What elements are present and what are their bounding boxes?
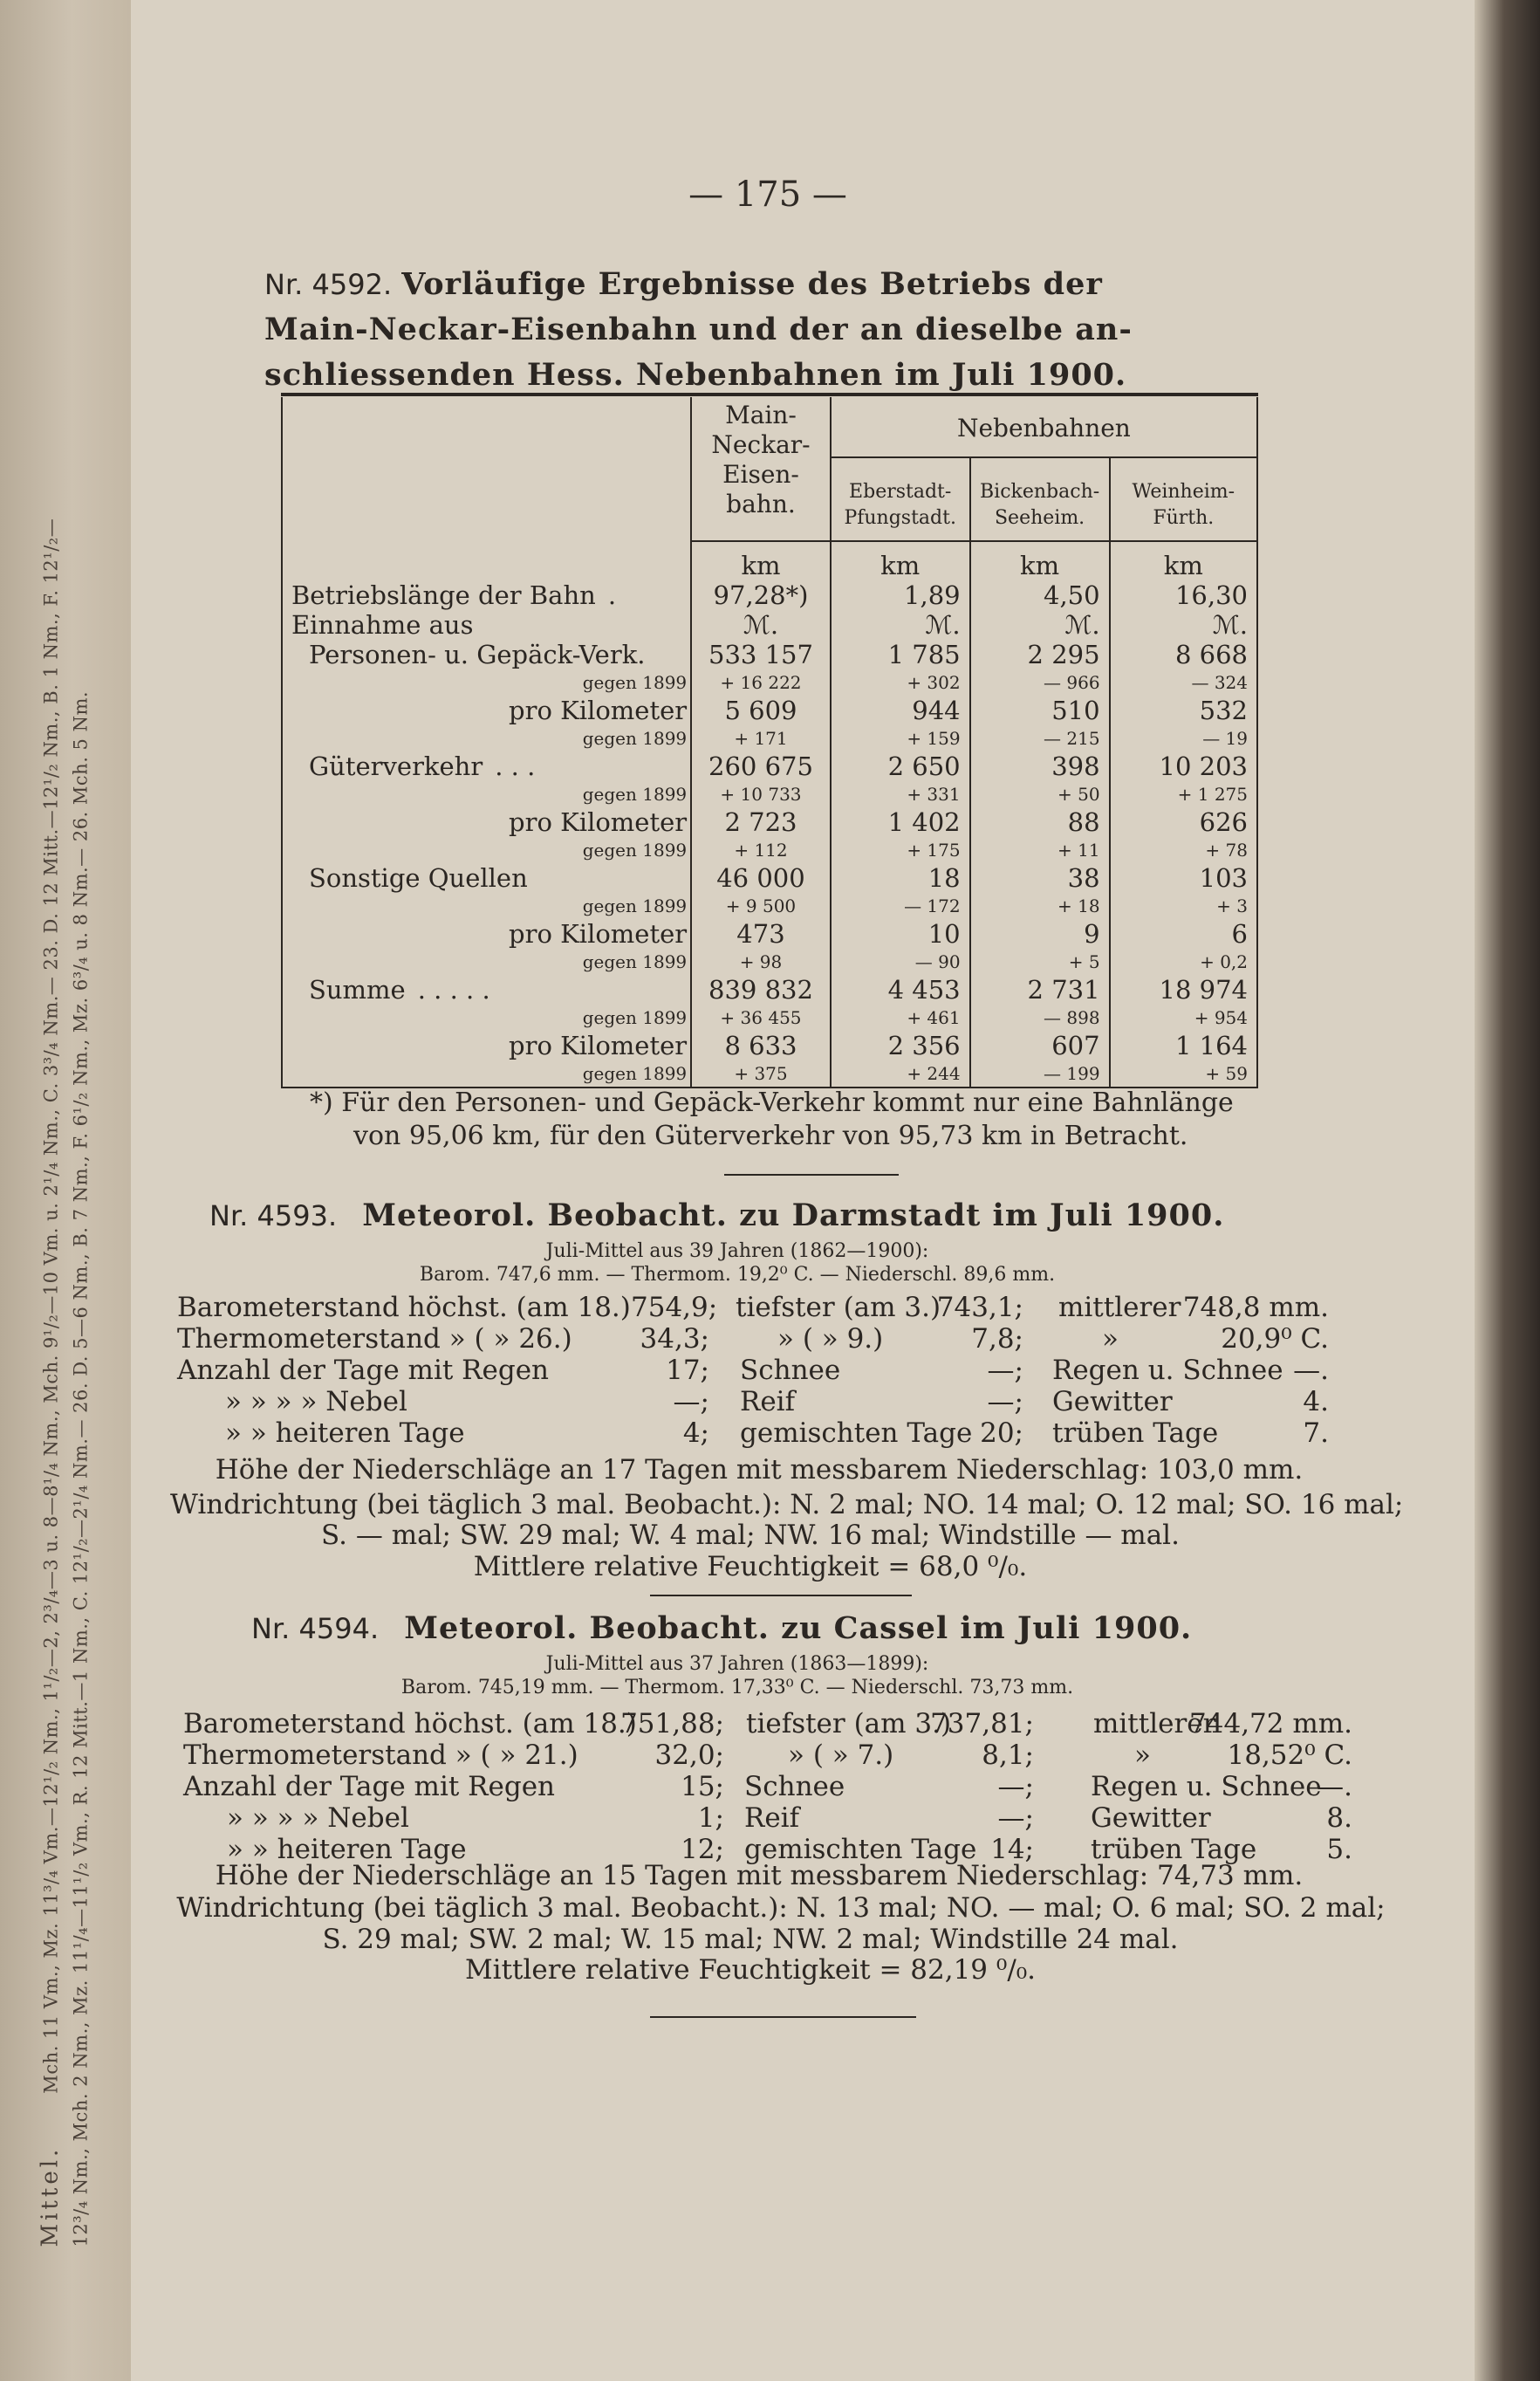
row-value: 38 — [970, 863, 1110, 893]
row-label: gegen 1899 — [282, 781, 691, 807]
table-row — [282, 669, 1257, 696]
row-label: gegen 1899 — [282, 1060, 691, 1088]
row-value: + 5 — [970, 949, 1110, 975]
row-value: — 215 — [970, 725, 1110, 751]
section-4592-number: Nr. 4592. — [264, 268, 393, 301]
row-value: ℳ. — [1110, 610, 1257, 640]
row-value: 532 — [1110, 696, 1257, 725]
obs-row-barometer: Barometerstand höchst. (am 18.) 751,88; tiefster (am 3.) 737,81; mittlerer 744,72 mm. — [183, 1708, 1352, 1739]
obs-row-regen: Anzahl der Tage mit Regen 15; Schnee —; Regen u. Schnee —. — [183, 1771, 1352, 1802]
row-value: — 172 — [831, 893, 970, 919]
section-4592-title-1: Vorläufige Ergebnisse des Betriebs der — [401, 266, 1103, 302]
row-value: 1,89 — [831, 580, 970, 610]
table-row — [282, 837, 1257, 863]
row-value: + 50 — [970, 781, 1110, 807]
row-value: 8 668 — [1110, 640, 1257, 669]
table-row — [282, 893, 1257, 919]
row-value: 18 — [831, 863, 970, 893]
col-header-nebenbahnen: Nebenbahnen — [831, 397, 1257, 457]
row-label: pro Kilometer — [282, 1031, 691, 1060]
row-label: pro Kilometer — [282, 696, 691, 725]
page-right-edge — [1475, 0, 1540, 2381]
row-value: + 331 — [831, 781, 970, 807]
row-value: 1 785 — [831, 640, 970, 669]
side-mittel: Mittel. — [37, 2145, 64, 2247]
unit-km: km — [1110, 541, 1257, 580]
table-row — [282, 725, 1257, 751]
table-row — [282, 1005, 1257, 1031]
row-value: + 461 — [831, 1005, 970, 1031]
section-4593-title: Meteorol. Beobacht. zu Darmstadt im Juli 1900. — [362, 1197, 1225, 1233]
row-value: + 3 — [1110, 893, 1257, 919]
table-row — [282, 807, 1257, 837]
row-label: gegen 1899 — [282, 893, 691, 919]
obs-row-heiter: » » heiteren Tage 4; gemischten Tage 20; trüben Tage 7. — [225, 1417, 1329, 1449]
footnote-line-2: von 95,06 km, für den Güterverkehr von 95,73 km in Betracht. — [353, 1121, 1188, 1151]
row-label: Güterverkehr . . . — [282, 751, 691, 781]
row-value: + 175 — [831, 837, 970, 863]
col-header-weinheim: Weinheim- Fürth. — [1110, 457, 1257, 541]
row-value: 473 — [691, 919, 831, 949]
row-label: gegen 1899 — [282, 725, 691, 751]
row-value: 2 731 — [970, 975, 1110, 1005]
row-value: — 90 — [831, 949, 970, 975]
row-value: 533 157 — [691, 640, 831, 669]
section-divider — [650, 1595, 912, 1596]
row-value: 16,30 — [1110, 580, 1257, 610]
section-4594-wind-2: S. 29 mal; SW. 2 mal; W. 15 mal; NW. 2 mal; Windstille 24 mal. — [322, 1924, 1179, 1955]
row-value: 4 453 — [831, 975, 970, 1005]
row-value: 18 974 — [1110, 975, 1257, 1005]
section-4594-humidity: Mittlere relative Feuchtigkeit = 82,19 ⁰/₀. — [464, 1954, 1037, 1986]
row-value: 97,28*) — [691, 580, 831, 610]
row-value: 5 609 — [691, 696, 831, 725]
row-value: + 159 — [831, 725, 970, 751]
row-value: 10 — [831, 919, 970, 949]
footnote — [310, 1087, 1278, 1153]
table-row — [282, 949, 1257, 975]
row-value: 944 — [831, 696, 970, 725]
row-value: + 954 — [1110, 1005, 1257, 1031]
row-value: + 98 — [691, 949, 831, 975]
adjacent-page-strip — [0, 0, 131, 2381]
adjacent-page-text — [36, 65, 96, 2247]
row-value: 8 633 — [691, 1031, 831, 1060]
section-4594-heading — [251, 1606, 1386, 1651]
row-value: ℳ. — [831, 610, 970, 640]
row-value: 2 650 — [831, 751, 970, 781]
table-row — [282, 1031, 1257, 1060]
table-row — [282, 975, 1257, 1005]
section-4593-humidity: Mittlere relative Feuchtigkeit = 68,0 ⁰/₀. — [473, 1551, 1028, 1582]
footnote-line-1: *) Für den Personen- und Gepäck-Verkehr kommt nur eine Bahnlänge — [310, 1088, 1234, 1118]
table-row — [282, 580, 1257, 610]
obs-row-heiter: » » heiteren Tage 12; gemischten Tage 14; trüben Tage 5. — [227, 1834, 1352, 1865]
table-row — [282, 751, 1257, 781]
section-4594-wind-1: Windrichtung (bei täglich 3 mal. Beobacht.): N. 13 mal; NO. — mal; O. 6 mal; SO. 2 mal; — [176, 1892, 1386, 1924]
row-value: + 16 222 — [691, 669, 831, 696]
section-4594-subtitle-2: Barom. 745,19 mm. — Thermom. 17,33⁰ C. — Niederschl. 73,73 mm. — [400, 1677, 1074, 1698]
row-value: + 78 — [1110, 837, 1257, 863]
section-4594-title: Meteorol. Beobacht. zu Cassel im Juli 1900. — [404, 1610, 1193, 1646]
row-label: Summe . . . . . — [282, 975, 691, 1005]
table-row — [282, 640, 1257, 669]
section-4593-wind-1: Windrichtung (bei täglich 3 mal. Beobacht.): N. 2 mal; NO. 14 mal; O. 12 mal; SO. 16 mal; — [170, 1489, 1404, 1520]
section-4594-number: Nr. 4594. — [251, 1612, 380, 1645]
table-row — [282, 1060, 1257, 1088]
unit-km: km — [831, 541, 970, 580]
row-value: — 199 — [970, 1060, 1110, 1088]
row-value: 839 832 — [691, 975, 831, 1005]
section-4594-subtitle-1: Juli-Mittel aus 37 Jahren (1863—1899): — [545, 1653, 929, 1675]
row-value: + 0,2 — [1110, 949, 1257, 975]
row-value: + 18 — [970, 893, 1110, 919]
section-4593-heading — [209, 1193, 1344, 1239]
section-4593-subtitle-1: Juli-Mittel aus 39 Jahren (1862—1900): — [545, 1240, 929, 1262]
row-value: — 966 — [970, 669, 1110, 696]
row-value: + 375 — [691, 1060, 831, 1088]
row-label: gegen 1899 — [282, 949, 691, 975]
row-label: Personen- u. Gepäck-Verk. — [282, 640, 691, 669]
row-value: + 1 275 — [1110, 781, 1257, 807]
row-value: + 171 — [691, 725, 831, 751]
section-4593-number: Nr. 4593. — [209, 1199, 338, 1232]
obs-row-nebel: » » » » Nebel 1; Reif —; Gewitter 8. — [227, 1802, 1352, 1834]
row-label: Sonstige Quellen — [282, 863, 691, 893]
row-value: + 244 — [831, 1060, 970, 1088]
obs-row-thermometer: Thermometerstand » ( » 26.) 34,3; » ( » 9.) 7,8; » 20,9⁰ C. — [177, 1323, 1329, 1355]
row-value: 103 — [1110, 863, 1257, 893]
row-label: gegen 1899 — [282, 669, 691, 696]
table-row — [282, 919, 1257, 949]
row-value: ℳ. — [691, 610, 831, 640]
row-value: 88 — [970, 807, 1110, 837]
row-value: — 898 — [970, 1005, 1110, 1031]
row-label: pro Kilometer — [282, 807, 691, 837]
row-value: + 36 455 — [691, 1005, 831, 1031]
row-value: ℳ. — [970, 610, 1110, 640]
row-label: gegen 1899 — [282, 1005, 691, 1031]
row-label: pro Kilometer — [282, 919, 691, 949]
col-header-main-neckar: Main- Neckar- Eisen- bahn. — [691, 397, 831, 541]
unit-km: km — [970, 541, 1110, 580]
obs-row-regen: Anzahl der Tage mit Regen 17; Schnee —; Regen u. Schnee —. — [177, 1355, 1329, 1386]
page-number: — 175 — — [688, 175, 847, 215]
row-value: 1 402 — [831, 807, 970, 837]
table-row — [282, 781, 1257, 807]
row-value: 10 203 — [1110, 751, 1257, 781]
row-value: — 19 — [1110, 725, 1257, 751]
section-4592-title-3: schliessenden Hess. Nebenbahnen im Juli 1900. — [264, 357, 1127, 393]
row-value: + 59 — [1110, 1060, 1257, 1088]
unit-km: km — [691, 541, 831, 580]
side-line-1: Mch. 11 Vm., Mz. 11³/₄ Vm.—12¹/₂ Nm., 1¹/₂—2, 2³/₄—3 u. 8—8¹/₄ Nm., Mch. 9¹/₂—10 Vm. u. 2¹/₄ Nm., C. 3³/₄ Nm.— 23. D. 12 Mitt.—12¹/₂ Nm., B. 1 Nm., F. 12¹/₂— — [40, 518, 62, 2094]
section-4593-rain: Höhe der Niederschläge an 17 Tagen mit messbarem Niederschlag: 103,0 mm. — [215, 1454, 1304, 1486]
row-value: 2 723 — [691, 807, 831, 837]
obs-row-barometer: Barometerstand höchst. (am 18.) 754,9; tiefster (am 3.) 743,1; mittlerer 748,8 mm. — [177, 1292, 1329, 1323]
row-value: + 10 733 — [691, 781, 831, 807]
row-label: Einnahme aus — [282, 610, 691, 640]
row-value: 2 356 — [831, 1031, 970, 1060]
row-value: 260 675 — [691, 751, 831, 781]
row-value: 626 — [1110, 807, 1257, 837]
section-divider — [650, 2016, 916, 2018]
section-4594-rain: Höhe der Niederschläge an 15 Tagen mit messbarem Niederschlag: 74,73 mm. — [215, 1860, 1304, 1891]
side-line-2: 12³/₄ Nm., Mch. 2 Nm., Mz. 11¹/₄—11¹/₂ Vm., R. 12 Mitt.—1 Nm., C. 12¹/₂—2¹/₄ Nm.— 26. D. 5—6 Nm., B. 7 Nm., F. 6¹/₂ Nm., Mz. 6³/₄ u. 8 Nm.— 26. Mch. 5 Nm. — [70, 690, 92, 2247]
table-row — [282, 610, 1257, 640]
row-value: 607 — [970, 1031, 1110, 1060]
row-label: Betriebslänge der Bahn . — [282, 580, 691, 610]
row-value: 46 000 — [691, 863, 831, 893]
section-4593-wind-2: S. — mal; SW. 29 mal; W. 4 mal; NW. 16 mal; Windstille — mal. — [321, 1520, 1180, 1551]
section-divider — [724, 1174, 899, 1176]
railway-stats-table — [281, 397, 1258, 1088]
table-top-rule — [281, 393, 1258, 396]
table-row — [282, 863, 1257, 893]
row-value: 1 164 — [1110, 1031, 1257, 1060]
obs-row-thermometer: Thermometerstand » ( » 21.) 32,0; » ( » 7.) 8,1; » 18,52⁰ C. — [183, 1739, 1352, 1771]
row-value: + 302 — [831, 669, 970, 696]
row-value: 9 — [970, 919, 1110, 949]
row-value: 2 295 — [970, 640, 1110, 669]
row-value: + 112 — [691, 837, 831, 863]
row-value: + 9 500 — [691, 893, 831, 919]
row-value: — 324 — [1110, 669, 1257, 696]
row-value: + 11 — [970, 837, 1110, 863]
section-4593-subtitle-2: Barom. 747,6 mm. — Thermom. 19,2⁰ C. — Niederschl. 89,6 mm. — [419, 1264, 1056, 1286]
section-4592-title-2: Main-Neckar-Eisenbahn und der an dieselbe an- — [264, 312, 1133, 347]
section-4592-heading — [264, 262, 1285, 398]
row-value: 510 — [970, 696, 1110, 725]
table-row — [282, 696, 1257, 725]
col-header-eberstadt: Eberstadt- Pfungstadt. — [831, 457, 970, 541]
row-value: 4,50 — [970, 580, 1110, 610]
row-label: gegen 1899 — [282, 837, 691, 863]
row-value: 398 — [970, 751, 1110, 781]
obs-row-nebel: » » » » Nebel —; Reif —; Gewitter 4. — [225, 1386, 1329, 1417]
table-body — [282, 580, 1257, 1088]
section-4593-observations — [177, 1292, 1355, 1449]
col-header-bickenbach: Bickenbach- Seeheim. — [970, 457, 1110, 541]
section-4594-observations — [183, 1708, 1361, 1865]
row-value: 6 — [1110, 919, 1257, 949]
